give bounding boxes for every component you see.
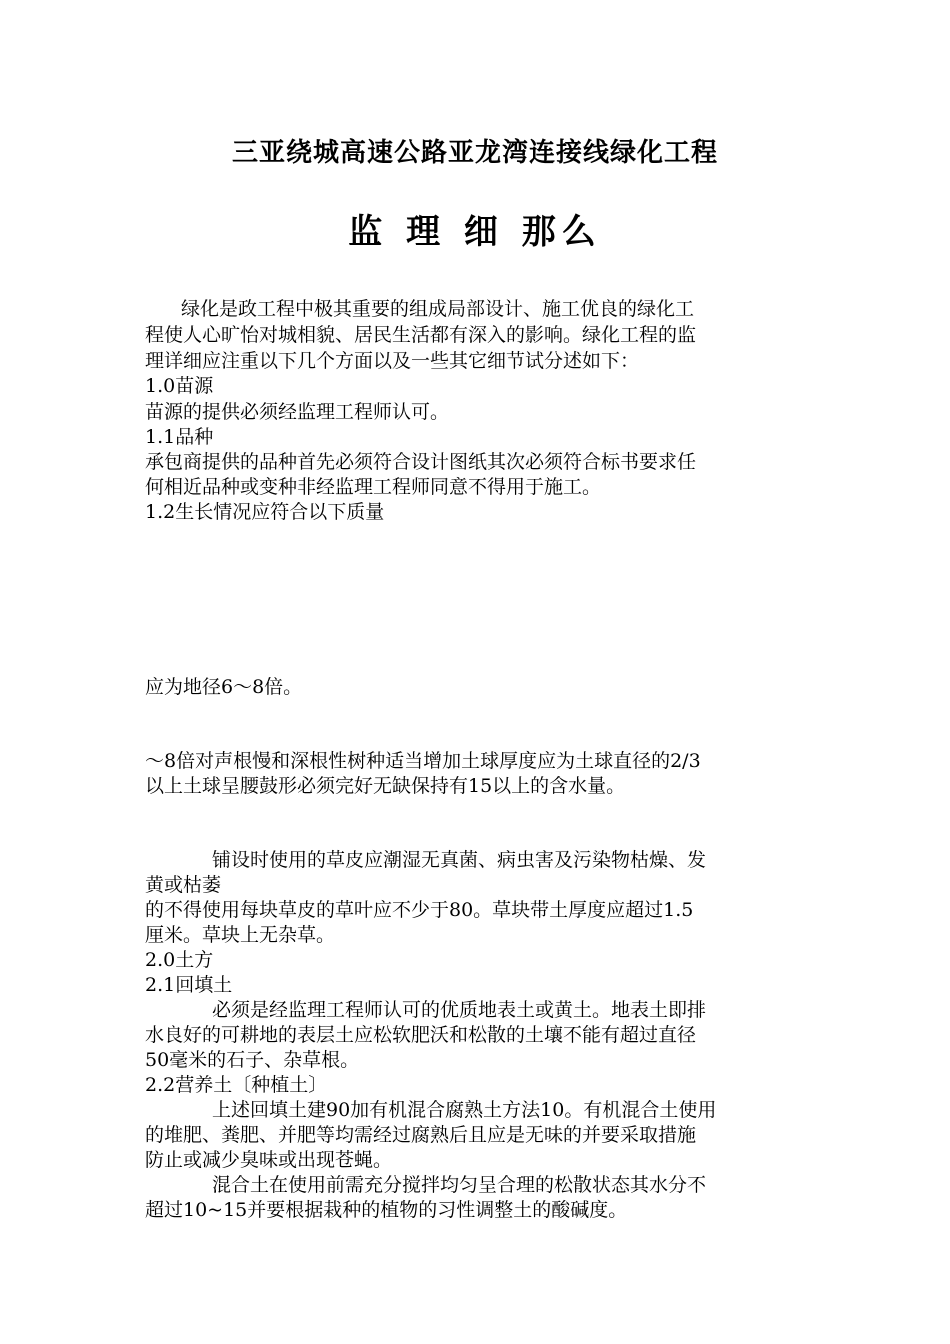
section-heading: 1.2生长情况应符合以下质量 bbox=[145, 501, 385, 523]
paragraph-line: 上述回填土建90加有机混合腐熟土方法10。有机混合土使用 bbox=[212, 1099, 717, 1121]
document-subtitle: 监 理 细 那么 bbox=[348, 212, 602, 252]
paragraph-line: 程使人心旷怡对城相貌、居民生活都有深入的影响。绿化工程的监 bbox=[145, 324, 697, 346]
paragraph-line: ～8倍对声根慢和深根性树种适当增加土球厚度应为土球直径的2/3 bbox=[145, 750, 701, 772]
section-heading: 2.1回填土 bbox=[145, 974, 233, 996]
paragraph-line: 防止或减少臭味或出现苍蝇。 bbox=[145, 1149, 393, 1171]
paragraph-line: 以上土球呈腰鼓形必须完好无缺保持有15以上的含水量。 bbox=[145, 775, 626, 797]
section-heading: 1.0苗源 bbox=[145, 375, 214, 397]
paragraph-line: 厘米。草块上无杂草。 bbox=[145, 924, 336, 946]
section-heading: 1.1品种 bbox=[145, 426, 214, 448]
paragraph-line: 理详细应注重以下几个方面以及一些其它细节试分述如下： bbox=[145, 350, 640, 372]
section-heading: 2.2营养土〔种植土〕 bbox=[145, 1074, 328, 1096]
paragraph-line: 何相近品种或变种非经监理工程师同意不得用于施工。 bbox=[145, 476, 602, 498]
paragraph-line: 50毫米的石子、杂草根。 bbox=[145, 1049, 360, 1071]
paragraph-line: 苗源的提供必须经监理工程师认可。 bbox=[145, 401, 450, 423]
paragraph-line: 绿化是政工程中极其重要的组成局部设计、施工优良的绿化工 bbox=[181, 298, 695, 320]
paragraph-line: 铺设时使用的草皮应潮湿无真菌、病虫害及污染物枯燥、发 bbox=[212, 849, 707, 871]
paragraph-line: 应为地径6～8倍。 bbox=[145, 676, 303, 698]
paragraph-line: 的堆肥、粪肥、并肥等均需经过腐熟后且应是无味的并要采取措施 bbox=[145, 1124, 697, 1146]
document-title: 三亚绕城高速公路亚龙湾连接线绿化工程 bbox=[231, 138, 718, 168]
section-heading: 2.0土方 bbox=[145, 949, 214, 971]
paragraph-line: 超过10~15并要根据栽种的植物的习性调整土的酸碱度。 bbox=[145, 1199, 628, 1221]
paragraph-line: 必须是经监理工程师认可的优质地表土或黄土。地表土即排 bbox=[212, 999, 707, 1021]
paragraph-line: 混合土在使用前需充分搅拌均匀呈合理的松散状态其水分不 bbox=[212, 1174, 707, 1196]
paragraph-line: 的不得使用每块草皮的草叶应不少于80。草块带土厚度应超过1.5 bbox=[145, 899, 694, 921]
paragraph-line: 黄或枯萎 bbox=[145, 874, 222, 896]
paragraph-line: 水良好的可耕地的表层土应松软肥沃和松散的土壤不能有超过直径 bbox=[145, 1024, 697, 1046]
paragraph-line: 承包商提供的品种首先必须符合设计图纸其次必须符合标书要求任 bbox=[145, 451, 697, 473]
